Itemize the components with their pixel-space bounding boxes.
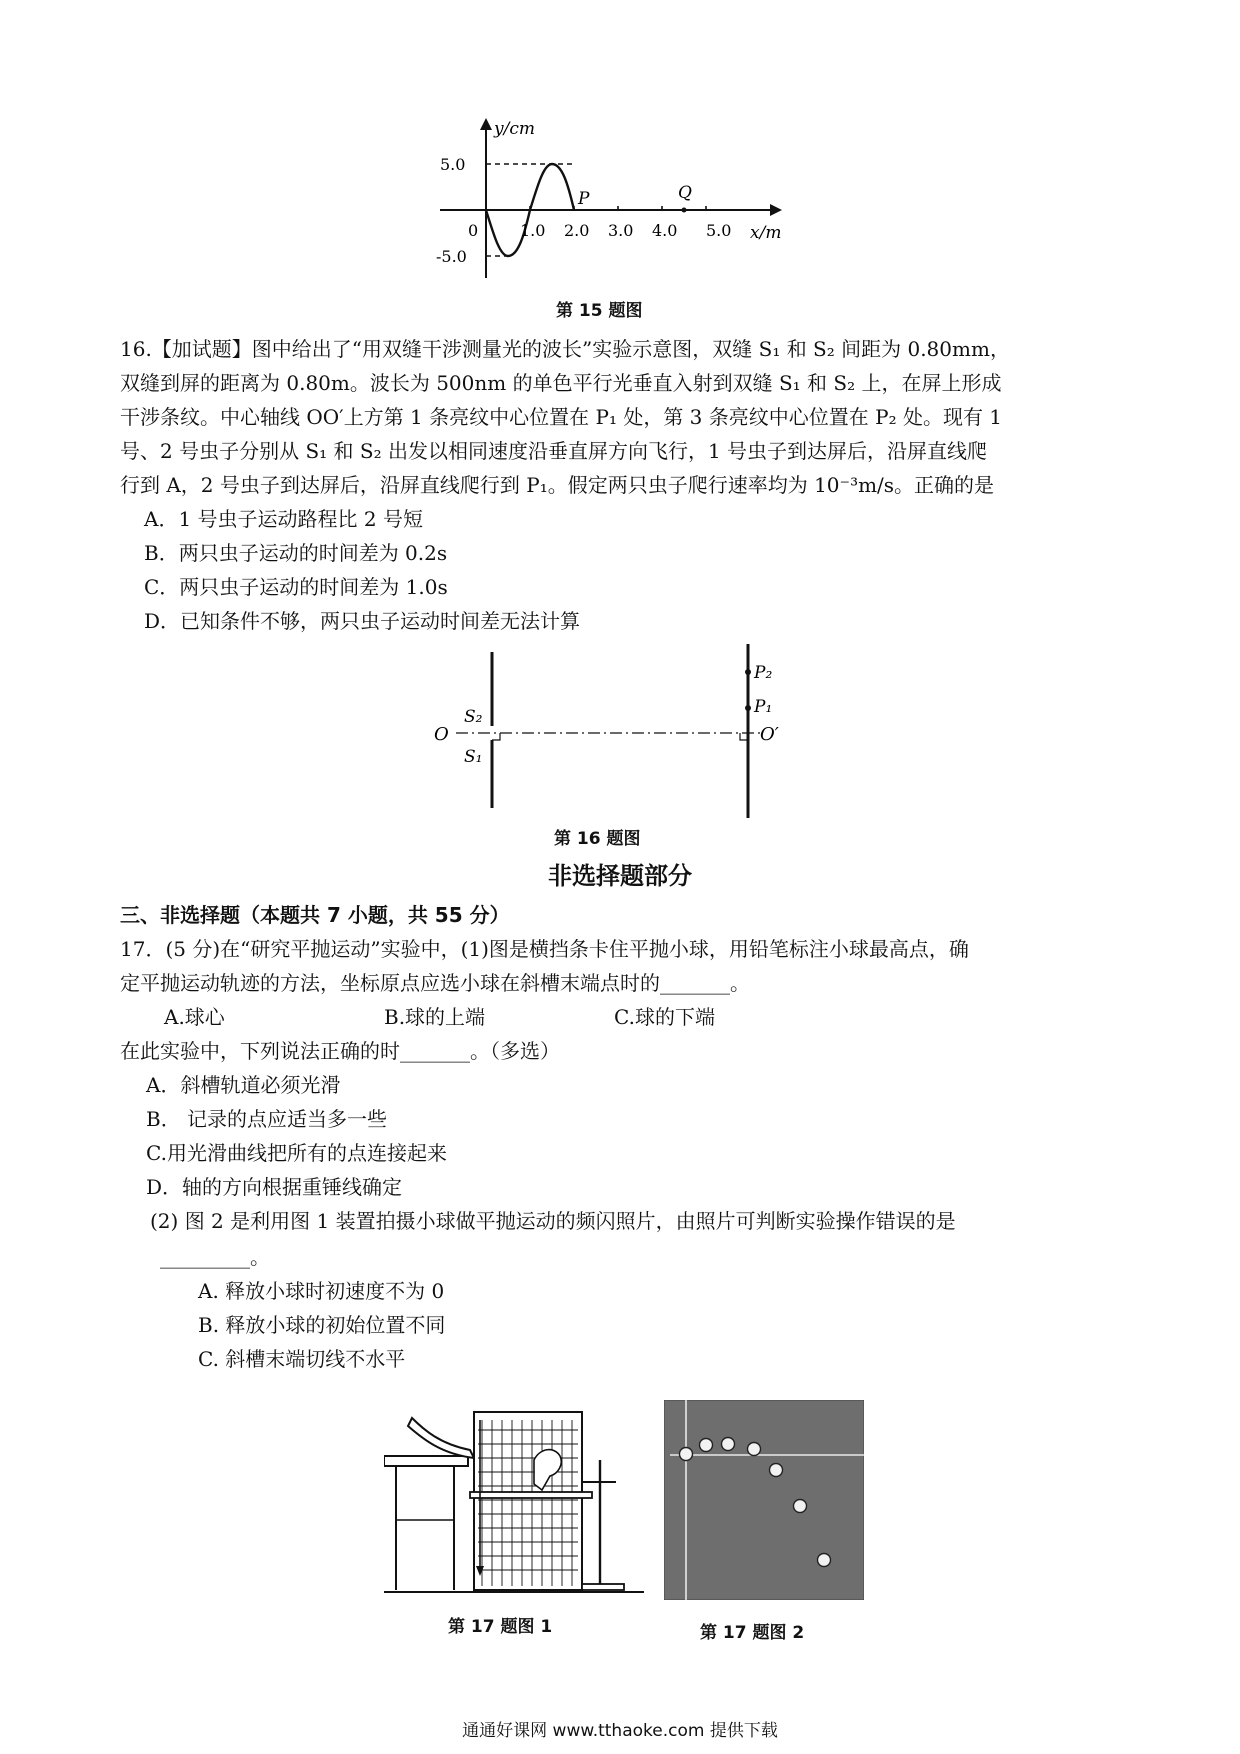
fig15-x-label: x/m	[750, 223, 782, 243]
fig17-2-photo-bg	[664, 1400, 864, 1600]
q16-line-3: 干涉条纹。中心轴线 OO′上方第 1 条亮纹中心位置在 P₁ 处，第 3 条亮纹中心位置在 P₂ 处。现有 1	[120, 405, 1003, 429]
fig15-wave-graph	[420, 118, 800, 288]
fig17-1-table-top	[384, 1456, 468, 1466]
q17-option-d: D．轴的方向根据重锤线确定	[146, 1175, 403, 1199]
fig17-1-caption: 第 17 题图 1	[448, 1617, 553, 1637]
fig15-tick-y-top: 5.0	[440, 155, 466, 174]
q16-option-a: A．1 号虫子运动路程比 2 号短	[144, 507, 423, 531]
fig15-y-label: y/cm	[494, 119, 535, 139]
page-footer: 通通好课网 www.tthaoke.com 提供下载	[462, 1721, 778, 1741]
fig16-label-o-prime: O′	[760, 724, 779, 745]
q16-line-1: 16.【加试题】图中给出了“用双缝干涉测量光的波长”实验示意图，双缝 S₁ 和 S₂ 间距为 0.80mm，	[120, 337, 1010, 361]
fig15-origin-label: 0	[468, 221, 479, 240]
q16-line-4: 号、2 号虫子分别从 S₁ 和 S₂ 出发以相同速度沿垂直屏方向飞行，1 号虫子到达屏后，沿屏直线爬	[120, 439, 988, 463]
fig16-right-angle-left	[492, 733, 500, 740]
fig15-tick-x-2: 2.0	[564, 221, 590, 240]
q17-option-a: A．斜槽轨道必须光滑	[146, 1073, 341, 1097]
q17-part2-option-b: B. 释放小球的初始位置不同	[198, 1313, 446, 1337]
fig17-2-ball-1	[680, 1448, 693, 1461]
fig17-1-stand-base	[582, 1584, 624, 1590]
q17-option-c: C.用光滑曲线把所有的点连接起来	[146, 1141, 447, 1165]
fig16-label-o: O	[434, 724, 449, 745]
fig17-2-ball-2	[700, 1439, 713, 1452]
fig15-y-arrow	[480, 118, 492, 130]
fig17-2-ball-4	[748, 1443, 761, 1456]
fig17-2-ball-7	[818, 1554, 831, 1567]
fig17-1-board	[474, 1412, 582, 1590]
fig17-2-caption: 第 17 题图 2	[700, 1623, 805, 1643]
q17-line-multi: 在此实验中，下列说法正确的时_______。（多选）	[120, 1039, 560, 1063]
fig16-double-slit-diagram	[430, 640, 810, 820]
q17-line-1: 17．(5 分)在“研究平抛运动”实验中，(1)图是横挡条卡住平抛小球，用铅笔标注小球最高点，确	[120, 937, 969, 961]
fig15-label-q: Q	[678, 183, 692, 203]
fig15-label-p: P	[578, 189, 590, 209]
fig15-tick-y-bottom: -5.0	[436, 247, 467, 266]
q17-choice-a: A.球心	[164, 1005, 225, 1029]
q17-part2-option-a: A. 释放小球时初速度不为 0	[198, 1279, 445, 1303]
fig16-label-s1: S₁	[464, 747, 483, 767]
q17-choice-b: B.球的上端	[384, 1005, 486, 1029]
q17-part2-option-c: C. 斜槽末端切线不水平	[198, 1347, 406, 1371]
fig16-label-s2: S₂	[464, 707, 483, 727]
fig17-1-crossbar	[470, 1492, 592, 1498]
fig16-point-p1	[745, 705, 751, 711]
fig17-2-strobe-photo	[664, 1400, 864, 1600]
q17-option-b: B． 记录的点应适当多一些	[146, 1107, 388, 1131]
fig15-caption: 第 15 题图	[556, 301, 643, 321]
fig15-tick-x-4: 4.0	[652, 221, 678, 240]
fig17-1-chute	[408, 1418, 474, 1458]
fig15-tick-x-3: 3.0	[608, 221, 634, 240]
fig17-2-ball-3	[722, 1438, 735, 1451]
fig17-2-ball-5	[770, 1464, 783, 1477]
q17-part2-line-2: _________。	[160, 1245, 270, 1269]
q16-line-5: 行到 A，2 号虫子到达屏后，沿屏直线爬行到 P₁。假定两只虫子爬行速率均为 10⁻³m/s。正确的是	[120, 473, 995, 497]
fig15-x-arrow	[770, 204, 782, 216]
q16-option-c: C．两只虫子运动的时间差为 1.0s	[144, 575, 448, 599]
fig16-label-p2: P₂	[754, 663, 773, 683]
q17-line-2: 定平抛运动轨迹的方法，坐标原点应选小球在斜槽末端点时的_______。	[120, 971, 750, 995]
fig17-1-apparatus	[384, 1400, 644, 1600]
q17-part2-line-1: (2) 图 2 是利用图 1 装置拍摄小球做平抛运动的频闪照片，由照片可判断实验操作错误的是	[150, 1209, 956, 1233]
q16-option-d: D．已知条件不够，两只虫子运动时间差无法计算	[144, 609, 581, 633]
fig15-tick-x-5: 5.0	[706, 221, 732, 240]
q16-line-2: 双缝到屏的距离为 0.80m。波长为 500nm 的单色平行光垂直入射到双缝 S₁ 和 S₂ 上，在屏上形成	[120, 371, 1002, 395]
fig17-2-ball-6	[794, 1500, 807, 1513]
fig15-point-q-marker	[682, 208, 687, 213]
q17-choice-c: C.球的下端	[614, 1005, 715, 1029]
fig16-point-p2	[745, 669, 751, 675]
section-heading: 三、非选择题（本题共 7 小题，共 55 分）	[120, 903, 510, 927]
q16-option-b: B．两只虫子运动的时间差为 0.2s	[144, 541, 448, 565]
fig16-caption: 第 16 题图	[554, 829, 641, 849]
fig16-label-p1: P₁	[754, 697, 773, 717]
fig15-tick-x-1: 1.0	[520, 221, 546, 240]
section-title: 非选择题部分	[548, 862, 692, 890]
